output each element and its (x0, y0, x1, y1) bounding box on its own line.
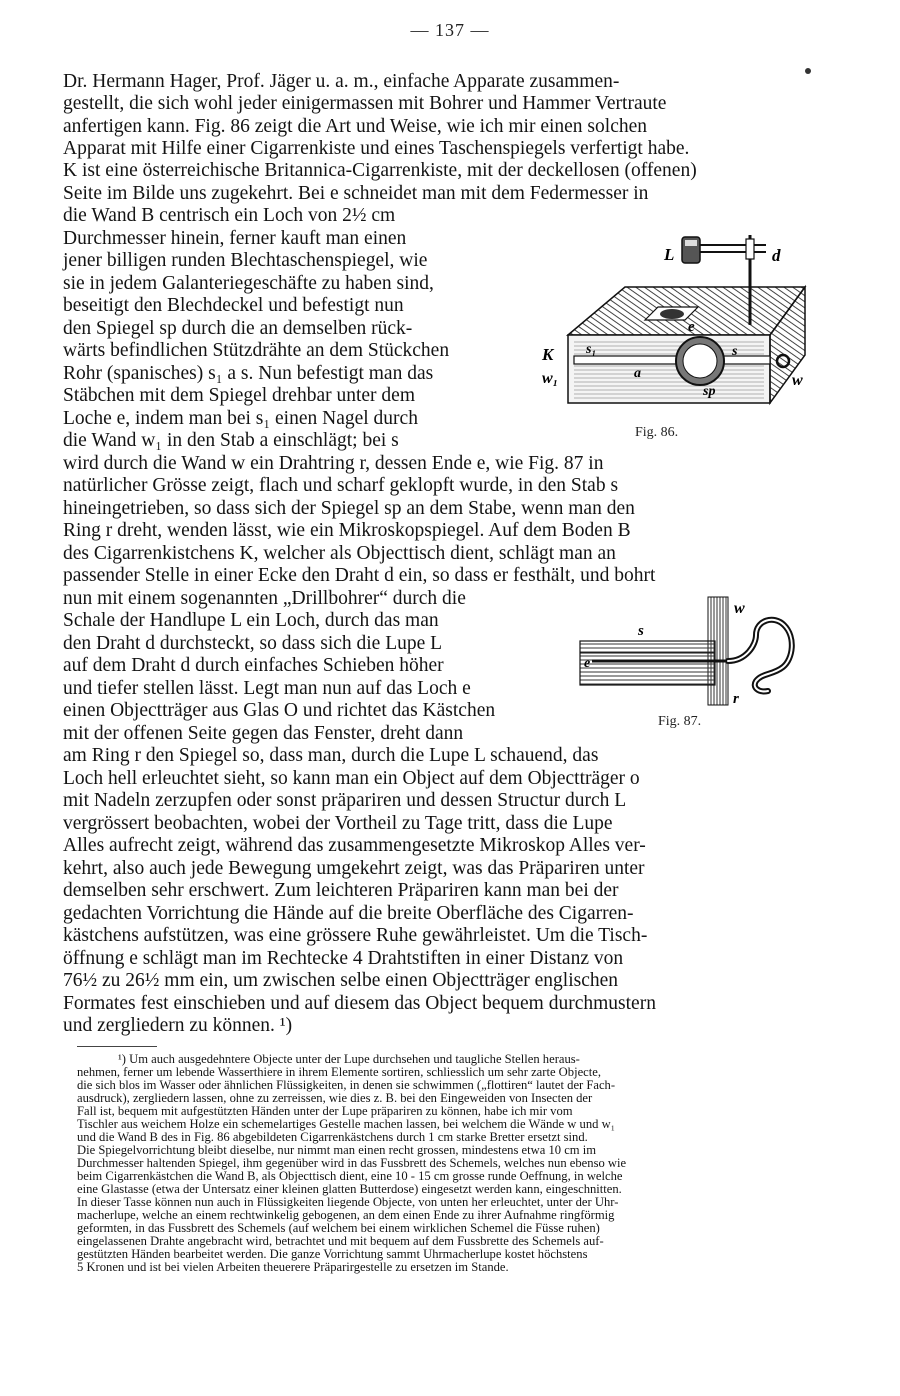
footnote-line: eingelassenen Drahte angebracht wird, betrachtet und mit bequem auf dem Fussbrette des Schemels auf- (77, 1234, 604, 1248)
footnote-line: gestützten Händen bearbeitet werden. Die ganze Vorrichtung sammt Uhrmacherlupe kostet höchstens (77, 1247, 588, 1261)
text-line: Apparat mit Hilfe einer Cigarrenkiste und eines Taschenspiegels verfertigt habe. (63, 138, 690, 159)
fig86-label-K: K (542, 345, 554, 364)
text-line: sie in jedem Galanteriegeschäfte zu haben sind, (63, 273, 434, 294)
footnote-line: Fall ist, bequem mit aufgestützten Händen unter der Lupe präpariren zu können, habe ich mir vom (77, 1104, 573, 1118)
fig86-label-a: a (634, 366, 641, 381)
text-line: mit der offenen Seite gegen das Fenster, dreht dann (63, 723, 464, 744)
figure-87-rod-wire-ring (578, 595, 818, 710)
text-line: gedachten Vorrichtung die Hände auf die breite Oberfläche des Cigarren- (63, 903, 634, 924)
text-line: jener billigen runden Blechtaschenspiegel, wie (63, 250, 428, 271)
text-line: auf dem Draht d durch einfaches Schieben höher (63, 655, 444, 676)
fig86-label-s: s (732, 344, 738, 359)
fig87-label-r: r (733, 691, 739, 707)
ink-speck (805, 68, 811, 74)
text-line: Loch hell erleuchtet sieht, so kann man ein Object auf dem Objectträger o (63, 768, 640, 789)
figure-86-cigar-box-apparatus (540, 225, 830, 415)
fig86-label-sp: sp (703, 384, 716, 399)
text-line: Durchmesser hinein, ferner kauft man einen (63, 228, 407, 249)
text-line: Formates fest einschieben und auf diesem das Object bequem durchmustern (63, 993, 656, 1014)
text-line: des Cigarrenkistchens K, welcher als Objecttisch dient, schlägt man an (63, 543, 616, 564)
text-line: natürlicher Grösse zeigt, flach und scharf geklopft wurde, in den Stab s (63, 475, 619, 496)
footnote-line: macherlupe, welche an einem rechtwinkelig gebogenen, an dem einen Ende zu ihrer Aufnahme ringförmig (77, 1208, 615, 1222)
footnote-line: beim Cigarrenkästchen die Wand B, als Objecttisch dient, eine 10 - 15 cm grosse runde Oeffnung, in welche (77, 1169, 623, 1183)
footnote-line: Durchmesser haltenden Spiegel, ihm gegenüber wird in das Fussbrett des Schemels, welches nun ebenso wie (77, 1156, 627, 1170)
fig86-label-d: d (772, 246, 781, 265)
footnote-line: geformten, in das Fussbrett des Schemels (auf welchem bei einem wirklichen Schemel die Füsse ruhen) (77, 1221, 600, 1235)
text-line: und zergliedern zu können. ¹) (63, 1015, 293, 1036)
text-line: den Draht d durchsteckt, so dass sich die Lupe L (63, 633, 443, 654)
text-line: beseitigt den Blechdeckel und befestigt nun (63, 295, 404, 316)
footnote-line: und die Wand B des in Fig. 86 abgebildeten Cigarrenkästchens durch 1 cm starke Bretter ersetzt sind. (77, 1130, 588, 1144)
footnote-line: ausdruck), zergliedern lassen, ohne zu zerreissen, wie dies z. B. bei den Eingeweiden von Insecten der (77, 1091, 593, 1105)
figure-86-caption: Fig. 86. (635, 425, 679, 440)
text-line: Alles aufrecht zeigt, während das zusammengesetzte Mikroskop Alles ver- (63, 835, 646, 856)
fig87-label-w: w (734, 600, 745, 617)
footnote-line: eine Glastasse (etwa der Untersatz einer kleinen glatten Butterdose) eingesetzt werden kann, eingeschnitten. (77, 1182, 622, 1196)
text-line: Loche e, indem man bei s₁ einen Nagel durch (63, 408, 418, 429)
text-line: mit Nadeln zerzupfen oder sonst präpariren und dessen Structur durch L (63, 790, 627, 811)
text-line: nun mit einem sogenannten „Drillbohrer“ durch die (63, 588, 466, 609)
fig86-label-w1: w₁ (542, 370, 559, 387)
text-line: kästchens aufstützen, was eine grössere Ruhe gewährleistet. Um die Tisch- (63, 925, 648, 946)
page-number: — 137 — (410, 20, 490, 40)
fig86-label-w: w (792, 372, 803, 389)
text-line: wärts befindlichen Stützdrähte an dem Stückchen (63, 340, 450, 361)
text-line: demselben sehr erschwert. Zum leichteren Präpariren kann man bei der (63, 880, 619, 901)
text-line: Seite im Bilde uns zugekehrt. Bei e schneidet man mit dem Federmesser in (63, 183, 649, 204)
text-line: 76½ zu 26½ mm ein, um zwischen selbe einen Objectträger englischen (63, 970, 619, 991)
text-line: die Wand w₁ in den Stab a einschlägt; bei s (63, 430, 399, 451)
text-line: hineingetrieben, so dass sich der Spiegel sp an dem Stabe, wenn man den (63, 498, 635, 519)
fig87-label-s: s (638, 623, 644, 639)
text-line: öffnung e schlägt man im Rechtecke 4 Drahtstiften in einer Distanz von (63, 948, 624, 969)
footnote-line: 5 Kronen und ist bei vielen Arbeiten theuerere Präparirgestelle zu ersetzen im Stande. (77, 1260, 509, 1274)
text-line: die Wand B centrisch ein Loch von 2½ cm (63, 205, 396, 226)
text-line: gestellt, die sich wohl jeder einigermassen mit Bohrer und Hammer Vertraute (63, 93, 667, 114)
fig87-label-e: e (584, 656, 591, 671)
text-line: und tiefer stellen lässt. Legt man nun auf das Loch e (63, 678, 471, 699)
fig86-label-L: L (664, 245, 675, 264)
text-line: den Spiegel sp durch die an demselben rück- (63, 318, 413, 339)
text-line: am Ring r den Spiegel so, dass man, durch die Lupe L schauend, das (63, 745, 599, 766)
footnote-line: Die Spiegelvorrichtung bleibt dieselbe, nur nimmt man einen recht grossen, mindestens etwa 10 cm im (77, 1143, 597, 1157)
fig86-label-e: e (688, 319, 695, 335)
text-line: kehrt, also auch jede Bewegung umgekehrt zeigt, was das Präpariren unter (63, 858, 645, 879)
text-line: vergrössert beobachten, wobei der Vortheil zu Tage tritt, dass die Lupe (63, 813, 613, 834)
footnote-line: Tischler aus weichem Holze ein schemelartiges Gestelle machen lassen, bei welchem die Wände w und w₁ (77, 1117, 616, 1131)
text-line: anfertigen kann. Fig. 86 zeigt die Art und Weise, wie ich mir einen solchen (63, 116, 648, 137)
fig86-label-s1: s₁ (586, 342, 597, 357)
text-line: Stäbchen mit dem Spiegel drehbar unter dem (63, 385, 415, 406)
footnote-divider (77, 1046, 157, 1047)
text-line: wird durch die Wand w ein Drahtring r, dessen Ende e, wie Fig. 87 in (63, 453, 604, 474)
figure-87-caption: Fig. 87. (658, 714, 702, 729)
footnote-line: ¹) Um auch ausgedehntere Objecte unter der Lupe durchsehen und taugliche Stellen heraus- (118, 1052, 580, 1066)
text-line: passender Stelle in einer Ecke den Draht d ein, so dass er festhält, und bohrt (63, 565, 656, 586)
text-line: Ring r dreht, wenden lässt, wie ein Mikroskopspiegel. Auf dem Boden B (63, 520, 631, 541)
footnote-line: In dieser Tasse können nun auch in Flüssigkeiten liegende Objecte, von unten her erleuchtet, unter der Uhr- (77, 1195, 619, 1209)
text-line: Dr. Hermann Hager, Prof. Jäger u. a. m., einfache Apparate zusammen- (63, 71, 620, 92)
footnote-line: die sich blos im Wasser oder ähnlichen Flüssigkeiten, in denen sie schwimmen („flottiren“ lautet der Fach- (77, 1078, 616, 1092)
text-line: Schale der Handlupe L ein Loch, durch das man (63, 610, 439, 631)
text-line: Rohr (spanisches) s₁ a s. Nun befestigt man das (63, 363, 434, 384)
footnote-line: nehmen, ferner um lebende Wasserthiere in ihrem Elemente sortiren, schliesslich um sehr zarte Objecte, (77, 1065, 601, 1079)
text-line: K ist eine österreichische Britannica-Cigarrenkiste, mit der deckellosen (offenen) (63, 160, 697, 181)
text-line: einen Objectträger aus Glas O und richtet das Kästchen (63, 700, 496, 721)
